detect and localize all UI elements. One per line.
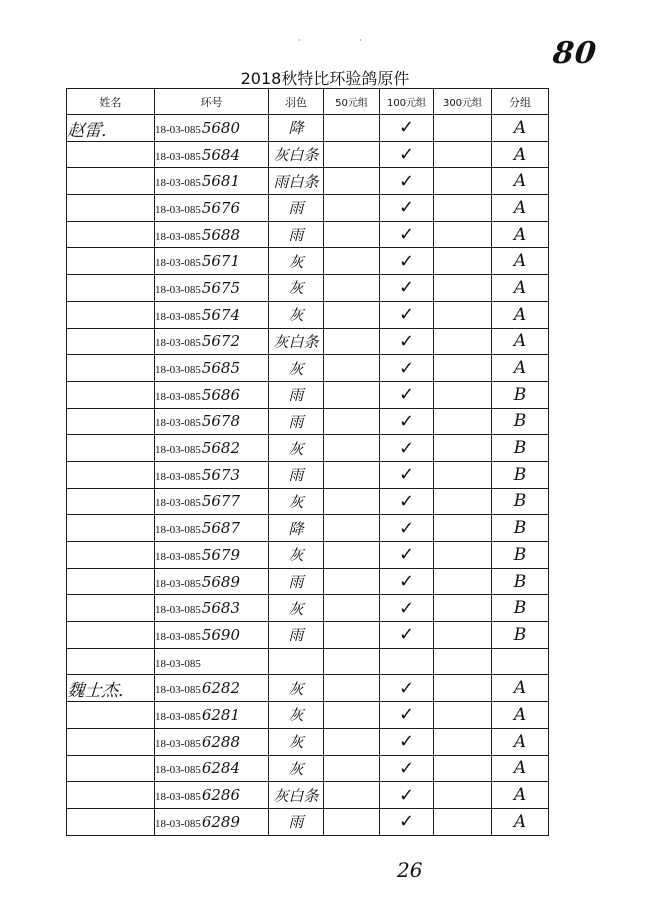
table-row bbox=[67, 301, 549, 328]
table-row bbox=[67, 221, 549, 248]
feather-color: 降 bbox=[269, 515, 324, 542]
ring-suffix-handwritten: 6284 bbox=[201, 759, 241, 778]
check-100-group: ✓ bbox=[380, 461, 434, 488]
ring-suffix-handwritten: 6282 bbox=[201, 679, 241, 698]
table-row bbox=[67, 355, 549, 382]
check-50-group bbox=[324, 168, 380, 195]
feather-color: 灰白条 bbox=[269, 782, 324, 809]
feather-color: 灰白条 bbox=[269, 328, 324, 355]
ring-suffix-handwritten: 5690 bbox=[201, 625, 241, 644]
ring-prefix: 18-03-085 bbox=[155, 470, 201, 483]
ring-number bbox=[155, 328, 269, 355]
feather-color: 灰 bbox=[269, 675, 324, 702]
check-300-group bbox=[434, 141, 492, 168]
header-name: 姓名 bbox=[67, 89, 155, 115]
ring-prefix: 18-03-085 bbox=[155, 203, 201, 216]
check-100-group: ✓ bbox=[380, 195, 434, 222]
check-100-group: ✓ bbox=[380, 675, 434, 702]
ring-prefix: 18-03-085 bbox=[155, 257, 201, 270]
check-300-group bbox=[434, 755, 492, 782]
check-100-group: ✓ bbox=[380, 248, 434, 275]
group-letter: B bbox=[492, 488, 549, 515]
ring-prefix: 18-03-085 bbox=[155, 604, 201, 617]
check-300-group bbox=[434, 622, 492, 649]
check-100-group: ✓ bbox=[380, 141, 434, 168]
owner-name bbox=[66, 595, 156, 622]
ring-number bbox=[155, 808, 269, 835]
feather-color: 降 bbox=[269, 115, 324, 142]
header-100-group: 100元组 bbox=[380, 89, 434, 115]
owner-name bbox=[66, 568, 156, 595]
ring-prefix: 18-03-085 bbox=[155, 577, 201, 590]
ring-suffix-handwritten: 5676 bbox=[201, 198, 241, 217]
check-100-group: ✓ bbox=[380, 168, 434, 195]
owner-name bbox=[66, 808, 156, 835]
check-300-group bbox=[434, 248, 492, 275]
ring-suffix-handwritten: 5688 bbox=[201, 225, 241, 244]
check-50-group bbox=[324, 648, 380, 675]
group-letter: A bbox=[492, 275, 549, 302]
ring-suffix-handwritten: 5686 bbox=[201, 385, 241, 404]
owner-name bbox=[66, 622, 156, 649]
ring-number bbox=[155, 782, 269, 809]
feather-color: 灰 bbox=[269, 301, 324, 328]
check-300-group bbox=[434, 728, 492, 755]
ring-prefix: 18-03-085 bbox=[155, 764, 201, 777]
ring-suffix-handwritten: 5677 bbox=[201, 492, 241, 511]
check-100-group: ✓ bbox=[380, 488, 434, 515]
owner-name bbox=[66, 755, 156, 782]
ring-number bbox=[155, 141, 269, 168]
group-letter: A bbox=[492, 675, 549, 702]
ring-prefix: 18-03-085 bbox=[155, 710, 201, 723]
check-50-group bbox=[324, 195, 380, 222]
ring-prefix: 18-03-085 bbox=[155, 497, 201, 510]
check-50-group bbox=[324, 275, 380, 302]
check-300-group bbox=[434, 435, 492, 462]
check-300-group bbox=[434, 195, 492, 222]
ring-prefix: 18-03-085 bbox=[155, 444, 201, 457]
ring-suffix-handwritten: 5673 bbox=[201, 465, 241, 484]
ring-suffix-handwritten: 6286 bbox=[201, 786, 241, 805]
table-row bbox=[67, 755, 549, 782]
feather-color: 雨 bbox=[269, 622, 324, 649]
ring-suffix-handwritten: 5678 bbox=[201, 412, 241, 431]
ring-number bbox=[155, 595, 269, 622]
feather-color: 灰 bbox=[269, 248, 324, 275]
header-ring: 环号 bbox=[155, 89, 269, 115]
group-letter: A bbox=[492, 782, 549, 809]
check-100-group: ✓ bbox=[380, 595, 434, 622]
ring-prefix: 18-03-085 bbox=[155, 737, 201, 750]
feather-color: 灰白条 bbox=[269, 141, 324, 168]
check-50-group bbox=[324, 248, 380, 275]
check-100-group: ✓ bbox=[380, 622, 434, 649]
table-row bbox=[67, 648, 549, 675]
group-letter: A bbox=[492, 328, 549, 355]
table-row bbox=[67, 702, 549, 729]
group-letter: B bbox=[492, 408, 549, 435]
table-body bbox=[67, 115, 549, 836]
check-50-group bbox=[324, 355, 380, 382]
check-100-group: ✓ bbox=[380, 408, 434, 435]
footer-handwritten-note: 26 bbox=[397, 858, 423, 882]
check-50-group bbox=[324, 808, 380, 835]
header-color: 羽色 bbox=[269, 89, 324, 115]
owner-name bbox=[66, 381, 156, 408]
check-100-group: ✓ bbox=[380, 115, 434, 142]
group-letter: B bbox=[492, 461, 549, 488]
check-50-group bbox=[324, 381, 380, 408]
group-letter bbox=[492, 648, 549, 675]
ring-prefix: 18-03-085 bbox=[155, 123, 201, 136]
feather-color: 灰 bbox=[269, 755, 324, 782]
ring-number bbox=[155, 755, 269, 782]
check-50-group bbox=[324, 141, 380, 168]
ring-prefix: 18-03-085 bbox=[155, 364, 201, 377]
group-letter: A bbox=[492, 355, 549, 382]
header-300-group: 300元组 bbox=[434, 89, 492, 115]
ring-number bbox=[155, 221, 269, 248]
group-letter: B bbox=[492, 435, 549, 462]
owner-name bbox=[66, 435, 156, 462]
ring-suffix-handwritten: 5674 bbox=[201, 305, 241, 324]
table-row bbox=[67, 568, 549, 595]
check-100-group: ✓ bbox=[380, 728, 434, 755]
ring-suffix-handwritten: 5672 bbox=[201, 332, 241, 351]
table-row bbox=[67, 115, 549, 142]
owner-name bbox=[66, 168, 156, 195]
check-50-group bbox=[324, 782, 380, 809]
ring-number bbox=[155, 435, 269, 462]
feather-color: 雨 bbox=[269, 195, 324, 222]
group-letter: A bbox=[492, 301, 549, 328]
check-300-group bbox=[434, 408, 492, 435]
feather-color: 雨白条 bbox=[269, 168, 324, 195]
ring-number bbox=[155, 355, 269, 382]
ring-suffix-handwritten: 5687 bbox=[201, 519, 241, 538]
check-300-group bbox=[434, 675, 492, 702]
ring-prefix: 18-03-085 bbox=[155, 417, 201, 430]
group-letter: B bbox=[492, 542, 549, 569]
check-300-group bbox=[434, 355, 492, 382]
group-letter: A bbox=[492, 168, 549, 195]
feather-color: 雨 bbox=[269, 381, 324, 408]
check-300-group bbox=[434, 488, 492, 515]
table-row bbox=[67, 488, 549, 515]
ring-number bbox=[155, 461, 269, 488]
ring-number bbox=[155, 728, 269, 755]
feather-color: 灰 bbox=[269, 702, 324, 729]
feather-color: 雨 bbox=[269, 568, 324, 595]
ring-suffix-handwritten: 5682 bbox=[201, 439, 241, 458]
ring-number bbox=[155, 248, 269, 275]
check-300-group bbox=[434, 328, 492, 355]
ring-number bbox=[155, 622, 269, 649]
ring-number bbox=[155, 542, 269, 569]
table-row bbox=[67, 381, 549, 408]
table-row bbox=[67, 542, 549, 569]
group-letter: B bbox=[492, 515, 549, 542]
ring-suffix-handwritten: 5679 bbox=[201, 545, 241, 564]
feather-color: 灰 bbox=[269, 728, 324, 755]
table-row bbox=[67, 461, 549, 488]
ring-number bbox=[155, 568, 269, 595]
feather-color: 雨 bbox=[269, 808, 324, 835]
group-letter: A bbox=[492, 115, 549, 142]
ring-suffix-handwritten: 5671 bbox=[201, 252, 241, 271]
check-300-group bbox=[434, 568, 492, 595]
table-row bbox=[67, 328, 549, 355]
feather-color: 雨 bbox=[269, 461, 324, 488]
ring-prefix: 18-03-085 bbox=[155, 817, 201, 830]
ring-number bbox=[155, 115, 269, 142]
ring-number bbox=[155, 275, 269, 302]
owner-name: 赵雷. bbox=[66, 115, 156, 142]
group-letter: B bbox=[492, 595, 549, 622]
ring-prefix: 18-03-085 bbox=[155, 177, 201, 190]
owner-name bbox=[66, 355, 156, 382]
ring-prefix: 18-03-085 bbox=[155, 550, 201, 563]
check-100-group: ✓ bbox=[380, 435, 434, 462]
table-row bbox=[67, 675, 549, 702]
check-300-group bbox=[434, 702, 492, 729]
ring-suffix-handwritten: 5675 bbox=[201, 278, 241, 297]
header-row bbox=[67, 89, 549, 115]
feather-color: 灰 bbox=[269, 355, 324, 382]
owner-name bbox=[66, 221, 156, 248]
table-row bbox=[67, 782, 549, 809]
group-letter: A bbox=[492, 221, 549, 248]
check-300-group bbox=[434, 782, 492, 809]
ring-suffix-handwritten: 5681 bbox=[201, 172, 241, 191]
ring-prefix: 18-03-085 bbox=[155, 684, 201, 697]
ring-prefix: 18-03-085 bbox=[155, 310, 201, 323]
ring-number bbox=[155, 168, 269, 195]
check-100-group: ✓ bbox=[380, 381, 434, 408]
check-50-group bbox=[324, 461, 380, 488]
check-50-group bbox=[324, 301, 380, 328]
owner-name bbox=[66, 461, 156, 488]
registration-table bbox=[66, 88, 549, 836]
check-100-group: ✓ bbox=[380, 542, 434, 569]
ring-number bbox=[155, 381, 269, 408]
ring-number bbox=[155, 515, 269, 542]
check-50-group bbox=[324, 515, 380, 542]
owner-name bbox=[66, 515, 156, 542]
ring-suffix-handwritten: 6288 bbox=[201, 732, 241, 751]
ring-prefix: 18-03-085 bbox=[155, 230, 201, 243]
ring-prefix: 18-03-085 bbox=[155, 337, 201, 350]
group-letter: A bbox=[492, 728, 549, 755]
scan-marks: · · bbox=[298, 36, 390, 45]
feather-color: 灰 bbox=[269, 488, 324, 515]
table-row bbox=[67, 595, 549, 622]
ring-suffix-handwritten: 5685 bbox=[201, 359, 241, 378]
check-100-group: ✓ bbox=[380, 515, 434, 542]
check-300-group bbox=[434, 542, 492, 569]
ring-prefix: 18-03-085 bbox=[155, 791, 201, 804]
owner-name bbox=[66, 195, 156, 222]
ring-prefix: 18-03-085 bbox=[155, 283, 201, 296]
owner-name: 魏士杰. bbox=[66, 675, 156, 702]
ring-suffix-handwritten: 5689 bbox=[201, 572, 241, 591]
ring-prefix: 18-03-085 bbox=[155, 390, 201, 403]
ring-prefix: 18-03-085 bbox=[155, 657, 201, 670]
group-letter: A bbox=[492, 141, 549, 168]
check-300-group bbox=[434, 515, 492, 542]
feather-color: 雨 bbox=[269, 408, 324, 435]
check-50-group bbox=[324, 702, 380, 729]
table-row bbox=[67, 728, 549, 755]
owner-name bbox=[66, 328, 156, 355]
check-50-group bbox=[324, 568, 380, 595]
check-100-group: ✓ bbox=[380, 221, 434, 248]
check-50-group bbox=[324, 435, 380, 462]
check-300-group bbox=[434, 648, 492, 675]
table-row bbox=[67, 141, 549, 168]
check-50-group bbox=[324, 328, 380, 355]
check-300-group bbox=[434, 168, 492, 195]
header-group: 分组 bbox=[492, 89, 549, 115]
check-50-group bbox=[324, 115, 380, 142]
group-letter: B bbox=[492, 622, 549, 649]
feather-color: 灰 bbox=[269, 435, 324, 462]
group-letter: A bbox=[492, 195, 549, 222]
check-300-group bbox=[434, 275, 492, 302]
ring-suffix-handwritten: 5684 bbox=[201, 145, 241, 164]
ring-number bbox=[155, 301, 269, 328]
check-100-group: ✓ bbox=[380, 782, 434, 809]
check-50-group bbox=[324, 755, 380, 782]
check-100-group bbox=[380, 648, 434, 675]
check-50-group bbox=[324, 622, 380, 649]
check-300-group bbox=[434, 115, 492, 142]
page-number: 80 bbox=[551, 36, 599, 71]
check-100-group: ✓ bbox=[380, 808, 434, 835]
check-100-group: ✓ bbox=[380, 755, 434, 782]
ring-number bbox=[155, 488, 269, 515]
check-300-group bbox=[434, 595, 492, 622]
ring-number bbox=[155, 195, 269, 222]
check-50-group bbox=[324, 221, 380, 248]
check-300-group bbox=[434, 808, 492, 835]
check-100-group: ✓ bbox=[380, 568, 434, 595]
group-letter: A bbox=[492, 755, 549, 782]
owner-name bbox=[66, 408, 156, 435]
feather-color: 灰 bbox=[269, 275, 324, 302]
ring-suffix-handwritten: 6281 bbox=[201, 705, 241, 724]
check-50-group bbox=[324, 542, 380, 569]
feather-color: 灰 bbox=[269, 542, 324, 569]
owner-name bbox=[66, 248, 156, 275]
ring-number bbox=[155, 648, 269, 675]
check-300-group bbox=[434, 461, 492, 488]
group-letter: A bbox=[492, 808, 549, 835]
table-row bbox=[67, 248, 549, 275]
check-100-group: ✓ bbox=[380, 328, 434, 355]
owner-name bbox=[66, 275, 156, 302]
check-50-group bbox=[324, 408, 380, 435]
check-50-group bbox=[324, 488, 380, 515]
table-row bbox=[67, 622, 549, 649]
ring-suffix-handwritten: 5683 bbox=[201, 599, 241, 618]
check-100-group: ✓ bbox=[380, 301, 434, 328]
feather-color: 灰 bbox=[269, 595, 324, 622]
document-title: 2018秋特比环验鸽原件 bbox=[240, 69, 410, 88]
table-row bbox=[67, 515, 549, 542]
feather-color: 雨 bbox=[269, 221, 324, 248]
check-100-group: ✓ bbox=[380, 275, 434, 302]
owner-name bbox=[66, 542, 156, 569]
ring-number bbox=[155, 408, 269, 435]
header-50-group: 50元组 bbox=[324, 89, 380, 115]
check-100-group: ✓ bbox=[380, 355, 434, 382]
ring-prefix: 18-03-085 bbox=[155, 630, 201, 643]
ring-suffix-handwritten: 6289 bbox=[201, 812, 241, 831]
table-row bbox=[67, 435, 549, 462]
check-50-group bbox=[324, 728, 380, 755]
owner-name bbox=[66, 301, 156, 328]
owner-name bbox=[66, 702, 156, 729]
table-row bbox=[67, 168, 549, 195]
feather-color bbox=[269, 648, 324, 675]
group-letter: B bbox=[492, 568, 549, 595]
table-row bbox=[67, 808, 549, 835]
group-letter: A bbox=[492, 248, 549, 275]
check-50-group bbox=[324, 675, 380, 702]
ring-number bbox=[155, 702, 269, 729]
check-300-group bbox=[434, 221, 492, 248]
group-letter: B bbox=[492, 381, 549, 408]
group-letter: A bbox=[492, 702, 549, 729]
ring-prefix: 18-03-085 bbox=[155, 524, 201, 537]
ring-prefix: 18-03-085 bbox=[155, 150, 201, 163]
check-300-group bbox=[434, 381, 492, 408]
check-100-group: ✓ bbox=[380, 702, 434, 729]
check-300-group bbox=[434, 301, 492, 328]
owner-name bbox=[66, 141, 156, 168]
table-row bbox=[67, 195, 549, 222]
owner-name bbox=[66, 648, 156, 675]
owner-name bbox=[66, 782, 156, 809]
ring-number bbox=[155, 675, 269, 702]
table-row bbox=[67, 275, 549, 302]
owner-name bbox=[66, 728, 156, 755]
ring-suffix-handwritten: 5680 bbox=[201, 118, 241, 137]
check-50-group bbox=[324, 595, 380, 622]
owner-name bbox=[66, 488, 156, 515]
table-row bbox=[67, 408, 549, 435]
